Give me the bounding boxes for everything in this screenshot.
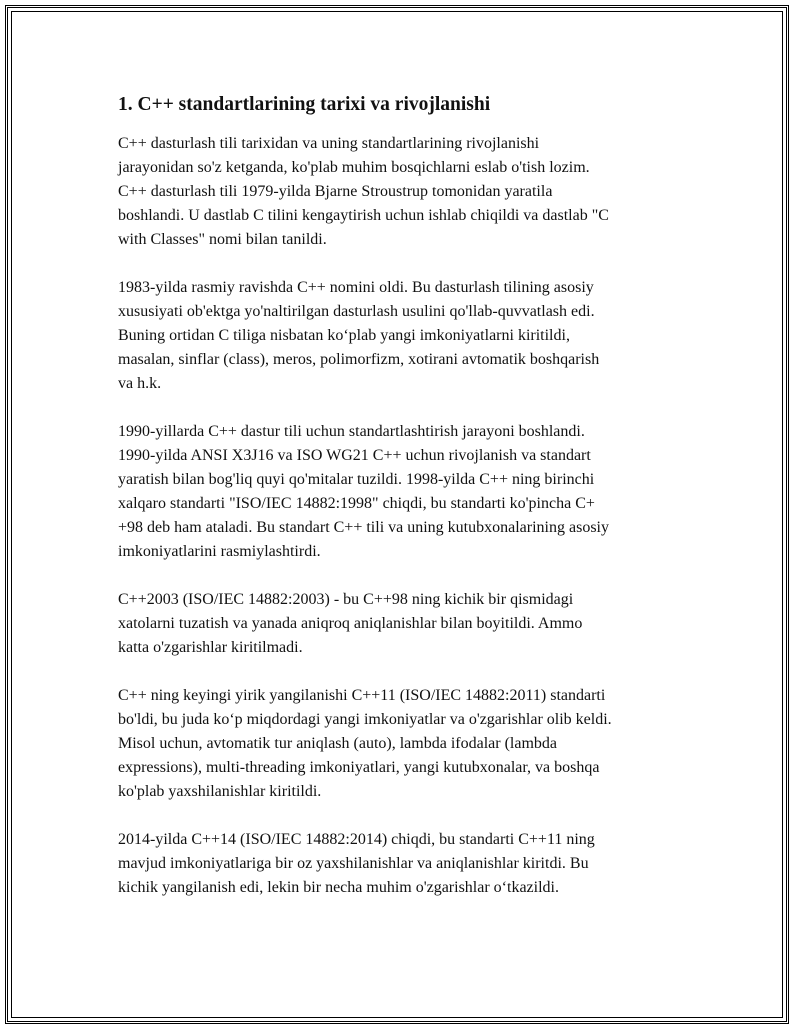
paragraph-line: 1983-yilda rasmiy ravishda C++ nomini oldi. Bu dasturlash tilining asosiy xyxy=(118,279,594,296)
paragraph-1983 xyxy=(118,276,698,396)
paragraph-line: 2014-yilda C++14 (ISO/IEC 14882:2014) chiqdi, bu standarti C++11 ning xyxy=(118,831,595,848)
paragraph-line: katta o'zgarishlar kiritilmadi. xyxy=(118,639,303,656)
paragraph-history-intro xyxy=(118,132,698,252)
paragraph-line: 1990-yillarda C++ dastur tili uchun standartlashtirish jarayoni boshlandi. xyxy=(118,423,585,440)
paragraph-line: 1990-yilda ANSI X3J16 va ISO WG21 C++ uchun rivojlanish va standart xyxy=(118,447,591,464)
paragraph-line: masalan, sinflar (class), meros, polimorfizm, xotirani avtomatik boshqarish xyxy=(118,351,600,368)
paragraph-line: kichik yangilanish edi, lekin bir necha muhim o'zgarishlar o‘tkazildi. xyxy=(118,879,559,896)
paragraph-line: Misol uchun, avtomatik tur aniqlash (auto), lambda ifodalar (lambda xyxy=(118,735,557,752)
paragraph-line: imkoniyatlarini rasmiylashtirdi. xyxy=(118,543,321,560)
document-body xyxy=(118,92,698,924)
section-heading: 1. C++ standartlarining tarixi va rivojlanishi xyxy=(118,94,491,115)
paragraph-cpp11 xyxy=(118,684,698,804)
paragraph-line: yaratish bilan bog'liq quyi qo'mitalar tuzildi. 1998-yilda C++ ning birinchi xyxy=(118,471,595,488)
paragraph-line: xatolarni tuzatish va yanada aniqroq aniqlanishlar bilan boyitildi. Ammo xyxy=(118,615,583,632)
paragraph-line: with Classes" nomi bilan tanildi. xyxy=(118,231,327,248)
paragraph-line: ko'plab yaxshilanishlar kiritildi. xyxy=(118,783,322,800)
paragraph-line: +98 deb ham ataladi. Bu standart C++ tili va uning kutubxonalarining asosiy xyxy=(118,519,609,536)
paragraph-line: C++2003 (ISO/IEC 14882:2003) - bu C++98 ning kichik bir qismidagi xyxy=(118,591,574,608)
paragraph-line: xalqaro standarti "ISO/IEC 14882:1998" chiqdi, bu standarti ko'pincha C+ xyxy=(118,495,595,512)
paragraph-line: expressions), multi-threading imkoniyatlari, yangi kutubxonalar, va boshqa xyxy=(118,759,600,776)
paragraph-line: mavjud imkoniyatlariga bir oz yaxshilanishlar va aniqlanishlar kiritdi. Bu xyxy=(118,855,589,872)
paragraph-line: C++ dasturlash tili tarixidan va uning standartlarining rivojlanishi xyxy=(118,135,540,152)
paragraph-line: Buning ortidan C tiliga nisbatan ko‘plab yangi imkoniyatlarni kiritildi, xyxy=(118,327,570,344)
paragraph-line: bo'ldi, bu juda ko‘p miqdordagi yangi imkoniyatlar va o'zgarishlar olib keldi. xyxy=(118,711,612,728)
paragraph-cpp2003 xyxy=(118,588,698,660)
paragraph-cpp14 xyxy=(118,828,698,900)
paragraph-line: C++ dasturlash tili 1979-yilda Bjarne Stroustrup tomonidan yaratila xyxy=(118,183,553,200)
paragraph-line: jarayonidan so'z ketganda, ko'plab muhim bosqichlarni eslab o'tish lozim. xyxy=(118,159,590,176)
paragraph-line: va h.k. xyxy=(118,375,162,392)
paragraph-line: boshlandi. U dastlab C tilini kengaytirish uchun ishlab chiqildi va dastlab "C xyxy=(118,207,609,224)
paragraph-line: C++ ning keyingi yirik yangilanishi C++11 (ISO/IEC 14882:2011) standarti xyxy=(118,687,606,704)
paragraph-line: xususiyati ob'ektga yo'naltirilgan dasturlash usulini qo'llab-quvvatlash edi. xyxy=(118,303,595,320)
paragraph-1990s xyxy=(118,420,698,564)
